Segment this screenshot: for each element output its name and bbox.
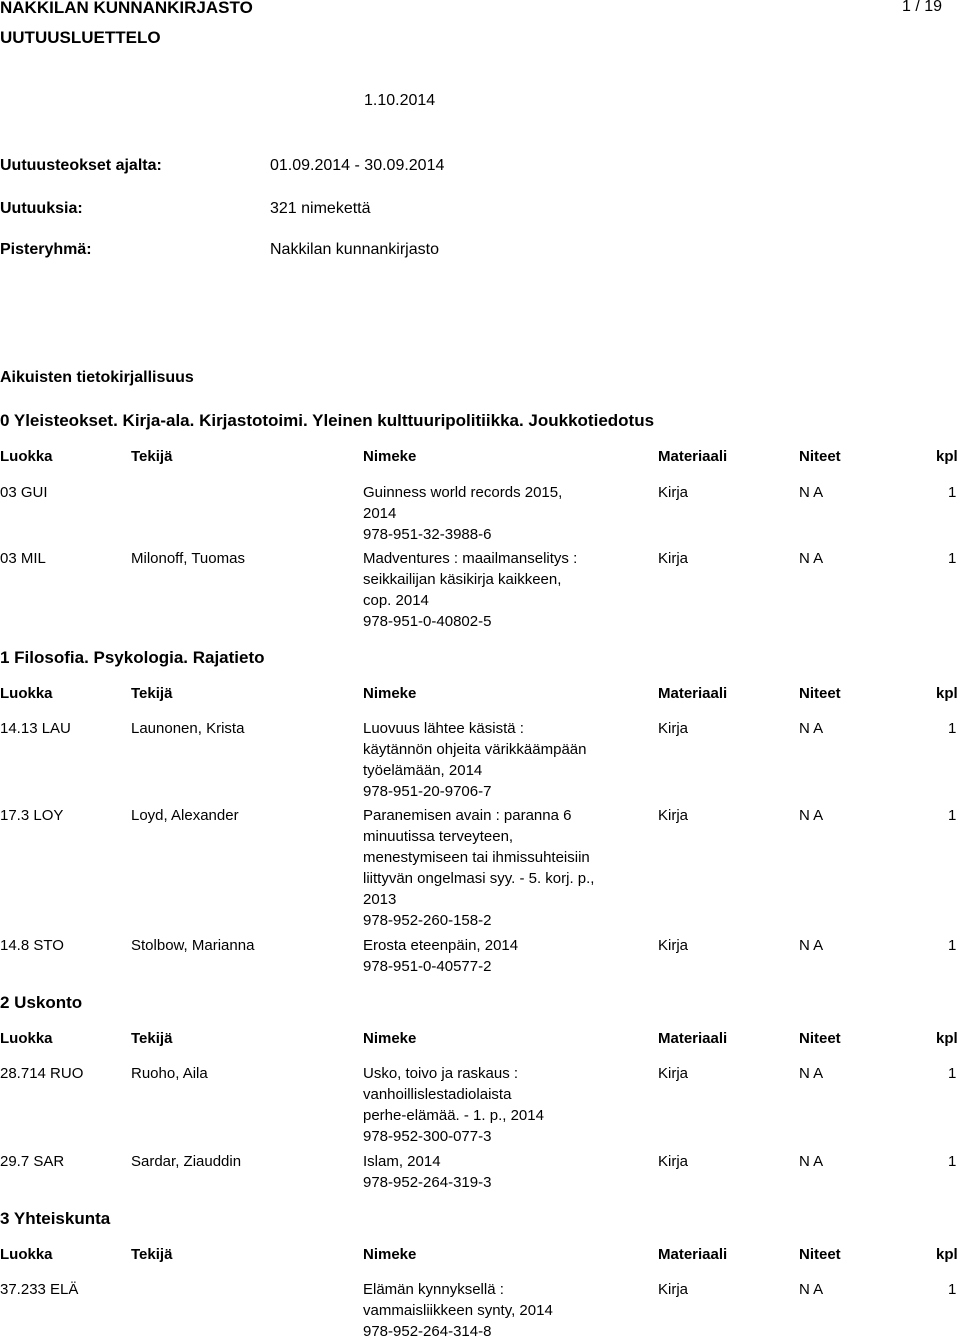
col-luokka: Luokka (0, 1030, 53, 1047)
col-niteet: Niteet (799, 1246, 841, 1263)
section-title: 3 Yhteiskunta (0, 1209, 111, 1228)
page-number: 1 / 19 (901, 0, 942, 15)
meta-value-count: 321 nimekettä (270, 200, 371, 217)
col-tekija: Tekijä (131, 685, 173, 702)
cell-luokka: 03 GUI (0, 484, 48, 501)
cell-tekija: Sardar, Ziauddin (131, 1153, 242, 1170)
cell-tekija: Ruoho, Aila (131, 1065, 208, 1082)
cell-kpl: 1 (948, 550, 957, 567)
col-nimeke: Nimeke (363, 1030, 417, 1047)
col-kpl: kpl (936, 1030, 958, 1047)
col-materiaali: Materiaali (658, 1030, 728, 1047)
cell-luokka: 28.714 RUO (0, 1065, 84, 1082)
meta-label-group: Pisteryhmä: (0, 241, 92, 258)
cell-kpl: 1 (948, 720, 957, 737)
col-luokka: Luokka (0, 448, 53, 465)
cell-materiaali: Kirja (658, 1153, 689, 1170)
list-date: 1.10.2014 (364, 92, 436, 109)
cell-luokka: 37.233 ELÄ (0, 1281, 79, 1298)
cell-tekija: Launonen, Krista (131, 720, 245, 737)
cell-nimeke: Madventures : maailmanselitys : seikkailijan käsikirja kaikkeen, cop. 2014 978-951-0-40802-5 (363, 550, 578, 630)
cell-kpl: 1 (948, 807, 957, 824)
col-luokka: Luokka (0, 1246, 53, 1263)
meta-value-period: 01.09.2014 - 30.09.2014 (270, 157, 445, 174)
cell-niteet: N A (799, 1281, 824, 1298)
cell-materiaali: Kirja (658, 1065, 689, 1082)
cell-niteet: N A (799, 1065, 824, 1082)
col-materiaali: Materiaali (658, 448, 728, 465)
col-kpl: kpl (936, 448, 958, 465)
col-materiaali: Materiaali (658, 1246, 728, 1263)
cell-niteet: N A (799, 937, 824, 954)
cell-niteet: N A (799, 720, 824, 737)
cell-niteet: N A (799, 807, 824, 824)
cell-kpl: 1 (948, 1065, 957, 1082)
col-tekija: Tekijä (131, 1246, 173, 1263)
cell-tekija: Milonoff, Tuomas (131, 550, 245, 567)
cell-kpl: 1 (948, 1281, 957, 1298)
cell-nimeke: Paranemisen avain : paranna 6 minuutissa terveyteen, menestymiseen tai ihmissuhteisiin liittyvän ongelmasi syy. - 5. korj. p., 2013 978-952-260-158-2 (363, 807, 595, 929)
cell-materiaali: Kirja (658, 720, 689, 737)
category-title: Aikuisten tietokirjallisuus (0, 369, 194, 386)
col-luokka: Luokka (0, 685, 53, 702)
cell-niteet: N A (799, 550, 824, 567)
cell-tekija: Stolbow, Marianna (131, 937, 255, 954)
cell-niteet: N A (799, 1153, 824, 1170)
col-tekija: Tekijä (131, 1030, 173, 1047)
section-title: 0 Yleisteokset. Kirja-ala. Kirjastotoimi. Yleinen kulttuuripolitiikka. Joukkotiedotus (0, 411, 655, 430)
meta-value-group: Nakkilan kunnankirjasto (270, 241, 439, 258)
col-niteet: Niteet (799, 448, 841, 465)
cell-nimeke: Usko, toivo ja raskaus : vanhoillislestadiolaista perhe-elämää. - 1. p., 2014 978-952-300-077-3 (363, 1065, 544, 1145)
col-tekija: Tekijä (131, 448, 173, 465)
col-nimeke: Nimeke (363, 1246, 417, 1263)
section-title: 1 Filosofia. Psykologia. Rajatieto (0, 648, 265, 667)
cell-materiaali: Kirja (658, 807, 689, 824)
col-kpl: kpl (936, 685, 958, 702)
cell-luokka: 14.8 STO (0, 937, 64, 954)
cell-luokka: 29.7 SAR (0, 1153, 65, 1170)
col-materiaali: Materiaali (658, 685, 728, 702)
col-niteet: Niteet (799, 1030, 841, 1047)
cell-nimeke: Elämän kynnyksellä : vammaisliikkeen synty, 2014 978-952-264-314-8 (363, 1281, 553, 1340)
list-title: UUTUUSLUETTELO (0, 28, 161, 47)
cell-kpl: 1 (948, 484, 957, 501)
cell-materiaali: Kirja (658, 484, 689, 501)
cell-materiaali: Kirja (658, 1281, 689, 1298)
cell-materiaali: Kirja (658, 937, 689, 954)
cell-nimeke: Luovuus lähtee käsistä : käytännön ohjeita värikkäämpään työelämään, 2014 978-951-20-9706-7 (363, 720, 587, 800)
col-nimeke: Nimeke (363, 448, 417, 465)
meta-label-period: Uutuusteokset ajalta: (0, 157, 162, 174)
cell-nimeke: Guinness world records 2015, 2014 978-951-32-3988-6 (363, 484, 563, 543)
cell-luokka: 17.3 LOY (0, 807, 64, 824)
section-title: 2 Uskonto (0, 993, 83, 1012)
col-niteet: Niteet (799, 685, 841, 702)
cell-tekija: Loyd, Alexander (131, 807, 239, 824)
cell-luokka: 14.13 LAU (0, 720, 71, 737)
cell-kpl: 1 (948, 937, 957, 954)
cell-niteet: N A (799, 484, 824, 501)
cell-nimeke: Erosta eteenpäin, 2014 978-951-0-40577-2 (363, 937, 519, 975)
col-nimeke: Nimeke (363, 685, 417, 702)
cell-nimeke: Islam, 2014 978-952-264-319-3 (363, 1153, 492, 1191)
meta-label-count: Uutuuksia: (0, 200, 83, 217)
cell-luokka: 03 MIL (0, 550, 46, 567)
cell-materiaali: Kirja (658, 550, 689, 567)
col-kpl: kpl (936, 1246, 958, 1263)
cell-kpl: 1 (948, 1153, 957, 1170)
library-name: NAKKILAN KUNNANKIRJASTO (0, 0, 253, 17)
